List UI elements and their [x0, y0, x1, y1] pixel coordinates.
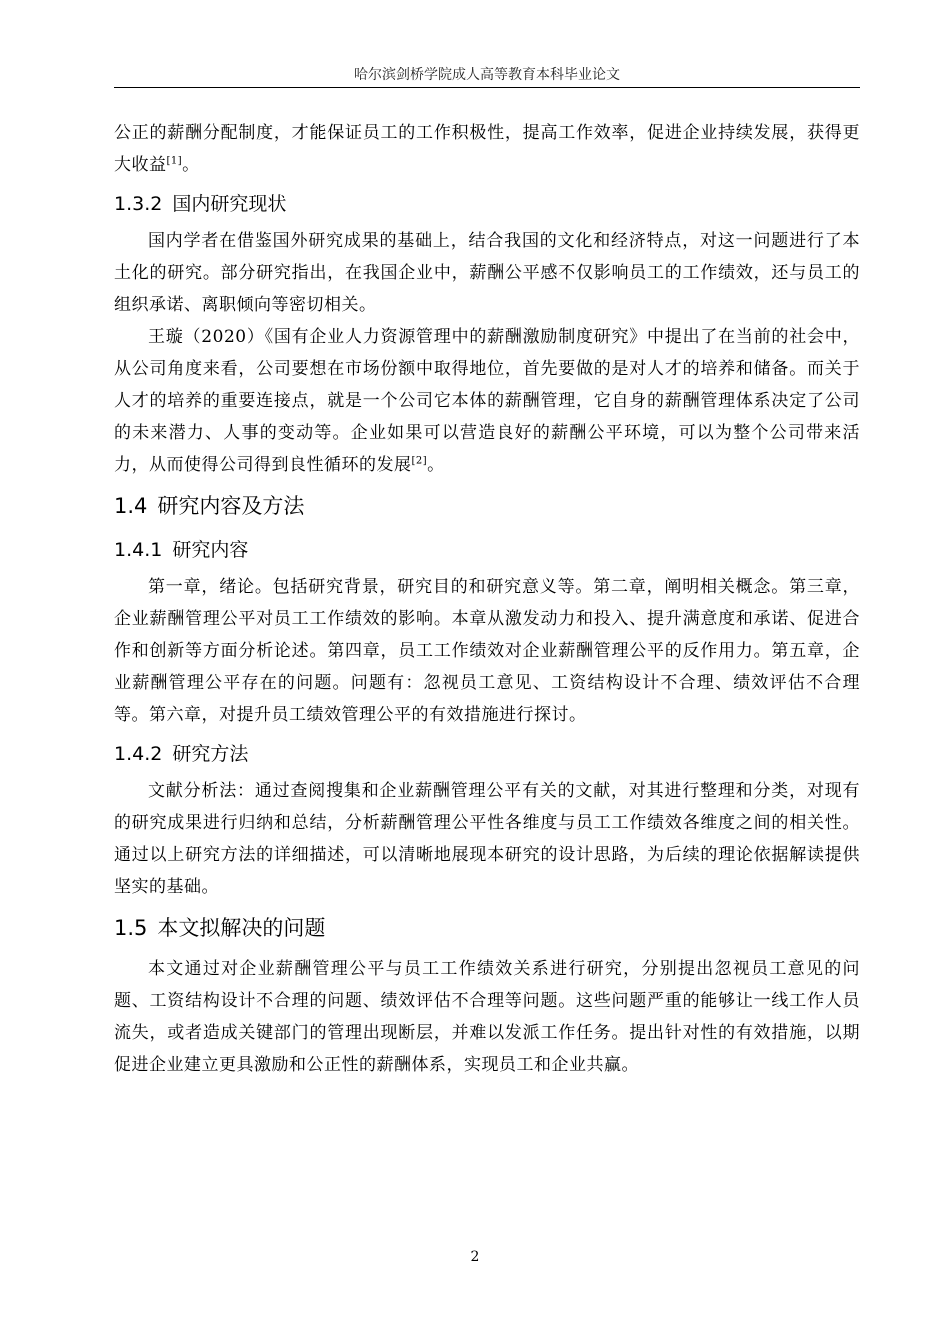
document-body [114, 117, 860, 1081]
paragraph: 本文通过对企业薪酬管理公平与员工工作绩效关系进行研究，分别提出忽视员工意见的问题、工资结构设计不合理的问题、绩效评估不合理等问题。这些问题严重的能够让一线工作人员流失，或者造成关键部门的管理出现断层，并难以发派工作任务。提出针对性的有效措施，以期促进企业建立更具激励和公正性的薪酬体系，实现员工和企业共赢。 [114, 959, 860, 1075]
citation-ref: [2] [411, 455, 428, 467]
paragraph: 王璇（2020）《国有企业人力资源管理中的薪酬激励制度研究》中提出了在当前的社会中，从公司角度来看，公司要想在市场份额中取得地位，首先要做的是对人才的培养和储备。而关于人才的培养的重要连接点，就是一个公司它本体的薪酬管理，它自身的薪酬管理体系决定了公司的未来潜力、人事的变动等。企业如果可以营造良好的薪酬公平环境，可以为整个公司带来活力，从而使得公司得到良性循环的发展[2]。 [114, 327, 860, 475]
subsection-heading-1-3-2: 1.3.2 国内研究现状 [114, 193, 287, 215]
subsection-heading-1-4-1: 1.4.1 研究内容 [114, 539, 249, 561]
running-header: 哈尔滨剑桥学院成人高等教育本科毕业论文 [354, 67, 620, 83]
citation-ref: [1] [166, 155, 183, 167]
paragraph: 文献分析法：通过查阅搜集和企业薪酬管理公平有关的文献，对其进行整理和分类，对现有的研究成果进行归纳和总结，分析薪酬管理公平性各维度与员工工作绩效各维度之间的相关性。通过以上研究方法的详细描述，可以清晰地展现本研究的设计思路，为后续的理论依据解读提供坚实的基础。 [114, 781, 860, 897]
header-rule [114, 87, 860, 88]
section-heading-1-4: 1.4 研究内容及方法 [114, 494, 305, 518]
paragraph: 第一章，绪论。包括研究背景，研究目的和研究意义等。第二章，阐明相关概念。第三章，企业薪酬管理公平对员工工作绩效的影响。本章从激发动力和投入、提升满意度和承诺、促进合作和创新等方面分析论述。第四章，员工工作绩效对企业薪酬管理公平的反作用力。第五章，企业薪酬管理公平存在的问题。问题有：忽视员工意见、工资结构设计不合理、绩效评估不合理等。第六章，对提升员工绩效管理公平的有效措施进行探讨。 [114, 577, 860, 725]
subsection-heading-1-4-2: 1.4.2 研究方法 [114, 743, 249, 765]
section-heading-1-5: 1.5 本文拟解决的问题 [114, 916, 326, 940]
paragraph: 国内学者在借鉴国外研究成果的基础上，结合我国的文化和经济特点，对这一问题进行了本土化的研究。部分研究指出，在我国企业中，薪酬公平感不仅影响员工的工作绩效，还与员工的组织承诺、离职倾向等密切相关。 [114, 231, 860, 315]
page-number: 2 [470, 1249, 480, 1265]
paragraph-continued: 公正的薪酬分配制度，才能保证员工的工作积极性，提高工作效率，促进企业持续发展，获得更大收益[1]。 [114, 123, 860, 175]
